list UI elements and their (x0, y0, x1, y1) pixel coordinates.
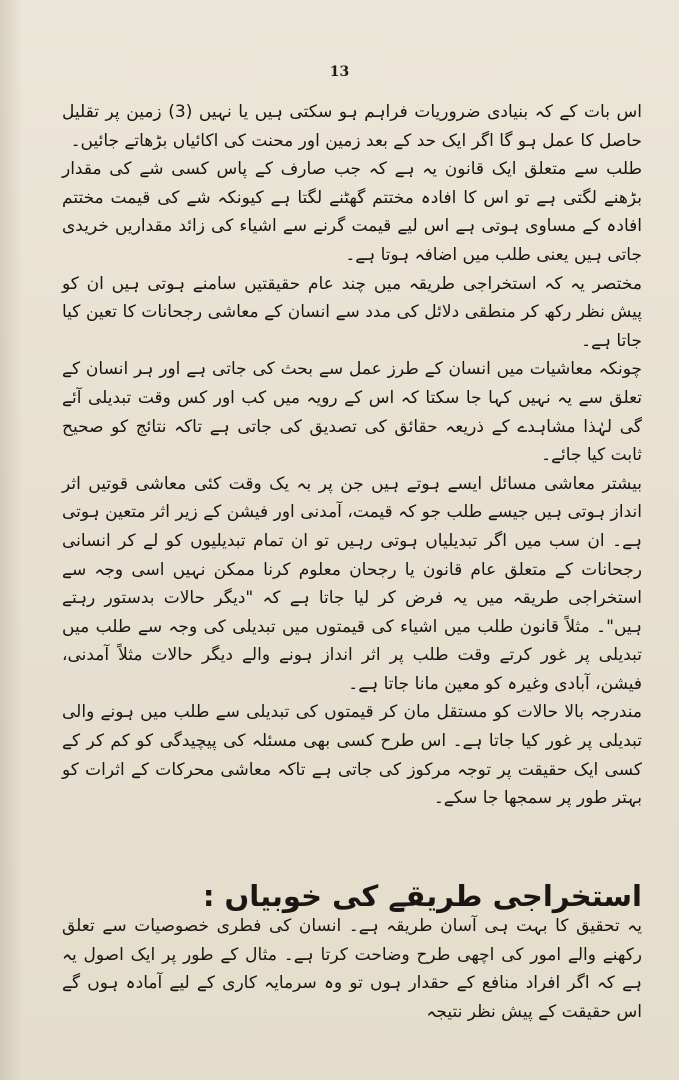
body-text-after-heading (62, 912, 642, 1026)
paragraph-2: طلب سے متعلق ایک قانون یہ ہے کہ جب صارف کے پاس کسی شے کی مقدار بڑھنے لگتی ہے تو اس کا افادہ مختتم گھٹنے لگتا ہے کیونکہ شے کی قیمت مختتم افادہ کے مساوی ہوتی ہے اس لیے قیمت گرنے سے اشیاء کی زائد مقداریں خریدی جاتی ہیں یعنی طلب میں اضافہ ہوتا ہے۔ (62, 159, 642, 265)
paragraph-7: یہ تحقیق کا بہت ہی آسان طریقہ ہے۔ انسان کی فطری خصوصیات سے تعلق رکھنے والے امور کی اچھی طرح وضاحت کرتا ہے۔ مثال کے طور پر ایک اصول یہ ہے کہ اگر افراد منافع کے حقدار ہوں تو وہ سرمایہ کاری کے لیے آمادہ ہوں گے اس حقیقت کے پیش نظر نتیجہ (62, 916, 642, 1022)
paragraph-6: مندرجہ بالا حالات کو مستقل مان کر قیمتوں کی تبدیلی سے طلب میں ہونے والی تبدیلی پر غور کیا جاتا ہے۔ اس طرح کسی بھی مسئلہ کی پیچیدگی کو کم کر کے کسی ایک حقیقت پر توجہ مرکوز کی جاتی ہے تاکہ معاشی محرکات کے اثرات کو بہتر طور پر سمجھا جا سکے۔ (62, 702, 642, 809)
section-heading: استخراجی طریقے کی خوبیاں : (202, 879, 642, 914)
paragraph-3: مختصر یہ کہ استخراجی طریقہ میں چند عام حقیقتیں سامنے ہوتی ہیں ان کو پیش نظر رکھ کر منطقی دلائل کی مدد سے انسان کے معاشی رجحانات کا تعین کیا جاتا ہے۔ (62, 273, 642, 351)
paragraph-5: بیشتر معاشی مسائل ایسے ہوتے ہیں جن پر بہ یک وقت کئی معاشی قوتیں اثر انداز ہوتی ہیں جیسے طلب جو کہ قیمت، آمدنی اور فیشن کے زیر اثر متعین ہوتی ہے۔ ان سب میں اگر تبدیلیاں ہوتی رہیں تو ان تمام تبدیلیوں کو لے کر انسانی رجحانات کے متعلق عام قانون یا رجحان معلوم کرنا ممکن نہیں اسی وجہ سے استخراجی طریقہ میں یہ فرض کر لیا جاتا ہے کہ "دیگر حالات بدستور رہتے ہیں"۔ مثلاً قانون طلب میں اشیاء کی قیمتوں میں تبدیلی کی وجہ سے طلب میں تبدیلی پر غور کرتے وقت طلب پر اثر انداز ہونے والے دیگر حالات مثلاً آمدنی، فیشن، آبادی وغیرہ کو معین مانا جاتا ہے۔ (62, 473, 642, 694)
page-number: 13 (329, 64, 350, 80)
body-text (62, 98, 642, 813)
paragraph-1: اس بات کے کہ بنیادی ضروریات فراہم ہو سکتی ہیں یا نہیں (3) زمین پر تقلیل حاصل کا عمل ہو گا اگر ایک حد کے بعد زمین اور محنت کی اکائیاں بڑھاتے جائیں۔ (62, 102, 642, 151)
paragraph-4: چونکہ معاشیات میں انسان کے طرز عمل سے بحث کی جاتی ہے اور ہر انسان کے تعلق سے یہ نہیں کہا جا سکتا کہ اس کے رویہ میں کب اور کس وقت تبدیلی آئے گی لہٰذا مشاہدے کے ذریعہ حقائق کی تصدیق کی جاتی ہے تاکہ نتائج کو صحیح ثابت کیا جائے۔ (62, 359, 642, 466)
